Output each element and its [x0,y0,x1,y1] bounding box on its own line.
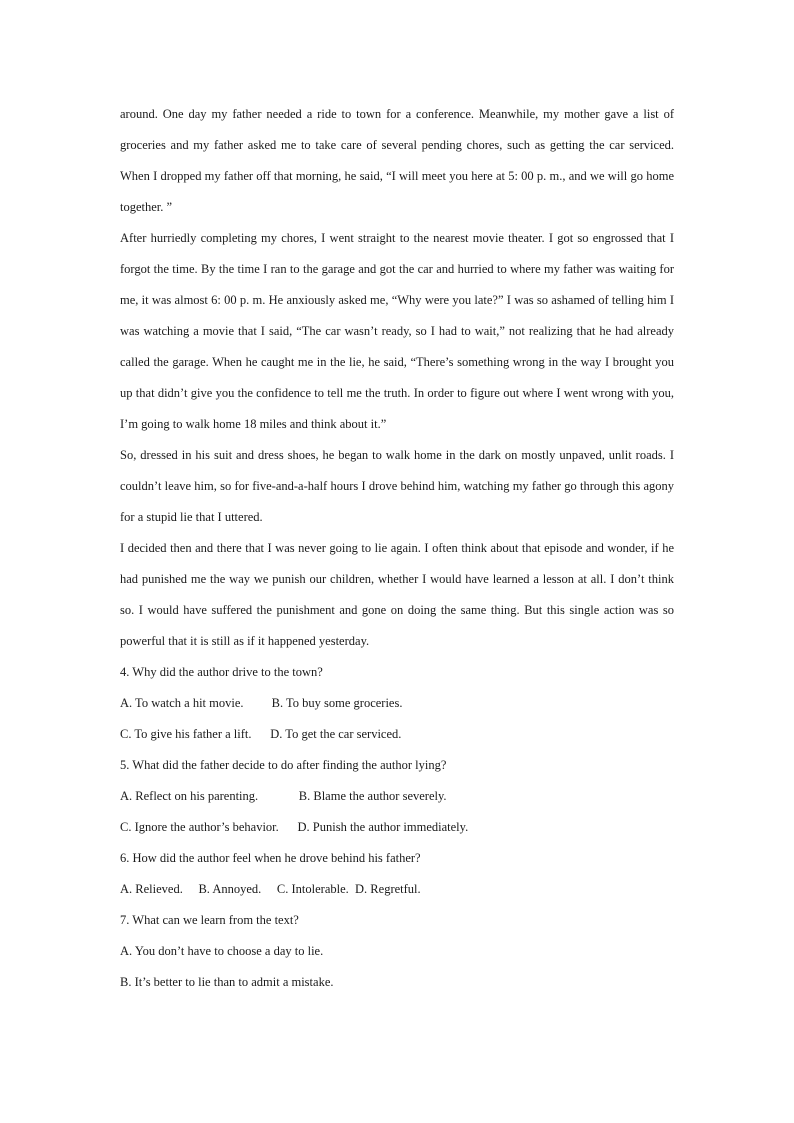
question-7-options-row-2: B. It’s better to lie than to admit a mistake. [120,975,334,989]
question-5-stem: 5. What did the father decide to do after finding the author lying? [120,758,447,772]
passage-paragraph-2: After hurriedly completing my chores, I went straight to the nearest movie theater. I got so engrossed that I forgot the time. By the time I ran to the garage and got the car and hurried to where my father was waiting for me, it was almost 6: 00 p. m. He anxiously asked me, “Why were you late?” I was so ashamed of telling him I was watching a movie that I said, “The car wasn’t ready, so I had to wait,” not realizing that he had already called the garage. When he caught me in the lie, he said, “There’s something wrong in the way I brought you up that didn’t give you the confidence to tell me the truth. In order to figure out where I went wrong with you, I’m going to walk home 18 miles and think about it.” [120,231,674,431]
question-4-options-row-1: A. To watch a hit movie. B. To buy some groceries. [120,696,403,710]
passage-paragraph-1: around. One day my father needed a ride to town for a conference. Meanwhile, my mother gave a list of groceries and my father asked me to take care of several pending chores, such as getting the car serviced. When I dropped my father off that morning, he said, “I will meet you here at 5: 00 p. m., and we will go home together. ” [120,107,674,214]
passage-paragraph-4: I decided then and there that I was never going to lie again. I often think about that episode and wonder, if he had punished me the way we punish our children, whether I would have learned a lesson at all. I don’t think so. I would have suffered the punishment and gone on doing the same thing. But this single action was so powerful that it is still as if it happened yesterday. [120,541,674,648]
question-5-options-row-2: C. Ignore the author’s behavior. D. Punish the author immediately. [120,820,469,834]
question-6-options-row-1: A. Relieved. B. Annoyed. C. Intolerable. D. Regretful. [120,882,421,896]
question-4-stem: 4. Why did the author drive to the town? [120,665,323,679]
passage-paragraph-3: So, dressed in his suit and dress shoes, he began to walk home in the dark on mostly unpaved, unlit roads. I couldn’t leave him, so for five-and-a-half hours I drove behind him, watching my father go through this agony for a stupid lie that I uttered. [120,448,674,524]
question-6-stem: 6. How did the author feel when he drove behind his father? [120,851,421,865]
document-page [120,99,674,998]
question-5-options-row-1: A. Reflect on his parenting. B. Blame the author severely. [120,789,447,803]
question-7-stem: 7. What can we learn from the text? [120,913,299,927]
question-4-options-row-2: C. To give his father a lift. D. To get the car serviced. [120,727,402,741]
question-7-options-row-1: A. You don’t have to choose a day to lie. [120,944,324,958]
